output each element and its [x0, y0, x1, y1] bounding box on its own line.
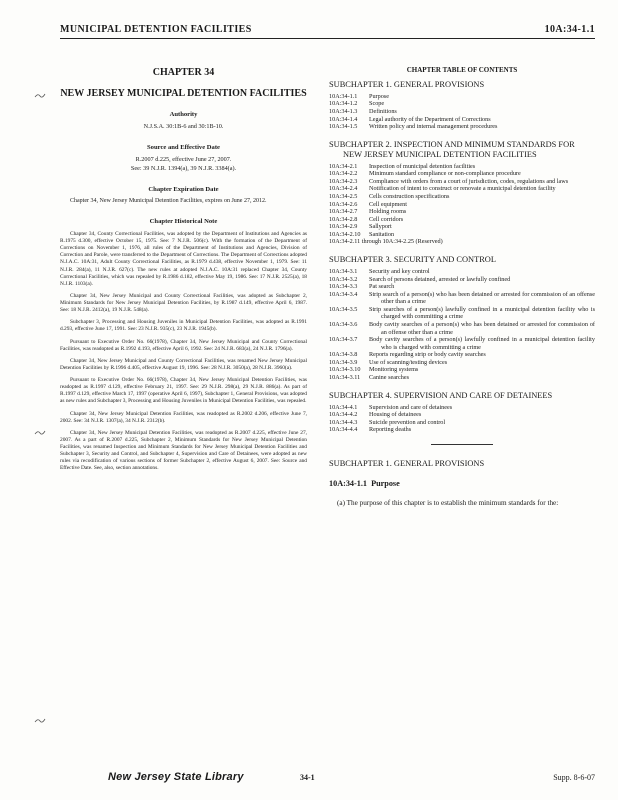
toc-item-number: 10A:34-3.9: [329, 358, 358, 366]
history-paragraph: Pursuant to Executive Order No. 66(1978), Chapter 34, New Jersey Municipal Detention Facilities, was readopted as R.1997 d.129, effective February 21, 1997. See: 29 N.J.R. 298(a), 29 N.J.R. 886(a). As part of R.1997 d.129, effective March 17, 1997 (operative April 6, 1997), Subchapter 1, General Provisions, was adopted as new rules and Subchapter 3, Processing and Housing Juveniles in Municipal Detention Facilities, was repealed.: [60, 377, 307, 405]
toc-item-title: Reports regarding strip or body cavity searches: [369, 351, 486, 359]
toc-item-number: 10A:34-3.8: [329, 351, 358, 359]
toc-item-title: Definitions: [369, 107, 397, 115]
left-column: [60, 66, 307, 478]
margin-mark: [34, 93, 46, 98]
toc-item[interactable]: [329, 291, 595, 306]
toc-item[interactable]: [329, 268, 595, 276]
running-header: [60, 20, 595, 39]
toc-item-title: Strip searches of a person(s) lawfully confined in a municipal detention facility who is charged with committing a crime: [369, 305, 595, 321]
toc-item-number: 10A:34-2.5: [329, 193, 358, 201]
toc-item-number: 10A:34-1.1: [329, 92, 358, 100]
toc-item-title: Suicide prevention and control: [369, 418, 446, 426]
toc-item-number: 10A:34-3.1: [329, 268, 358, 276]
source-heading: Source and Effective Date: [147, 143, 220, 151]
toc-item-title: Cell corridors: [369, 215, 404, 223]
toc-subchapter-2-heading: SUBCHAPTER 2. INSPECTION AND MINIMUM STANDARDS FOR NEW JERSEY MUNICIPAL DETENTION FACILITIES: [329, 139, 575, 159]
history-paragraph: Chapter 34, New Jersey Municipal Detention Facilities, was readopted as R.2007 d.225, effective June 27, 2007. As a part of R.2007 d.225, Subchapter 2, Minimum Standards for New Jersey Municipal Detention Facilities, was renamed Inspection and Minimum Standards for New Jersey Municipal Detention Facilities and Subchapter 3, Security and Control, and Subchapter 4, Supervision and Care of Detainees, were adopted as new rules via recodification of various sections of former Subchapter 2, effective August 6, 2007. See: Source and Effective Date. See, also, section annotations.: [60, 429, 307, 472]
margin-mark: [34, 718, 46, 723]
toc-item-number: 10A:34-1.4: [329, 115, 358, 123]
history-paragraph: Chapter 34, County Correctional Facilities, was adopted by the Department of Institutions and Agencies as R.1975 d.300, effective October 15, 1975. See: 7 N.J.R. 506(c). With the formation of the Department of Corrections on November 1, 1976, all rules of the Department of Institutions and Agencies, Division of Correction and Parole, were transferred to the Department of Corrections. The Department of Corrections adopted N.J.A.C. 10A:31, Adult County Correctional Facilities, as R.1979 d.438, effective November 1, 1979. See: 11 N.J.R. 284(a), 11 N.J.R. 627(c). The new rules at adopted N.J.A.C. 10A:31 replaced Chapter 34, County Correctional Facilities, which was repealed by R.1986 d.182, effective May 19, 1986. See: 17 N.J.R. 2525(a), 18 N.J.R. 1103(a).: [60, 230, 307, 287]
toc-item-number: 10A:34-3.4: [329, 290, 358, 298]
toc-item[interactable]: [329, 411, 595, 419]
toc-item-title: Cell equipment: [369, 200, 407, 208]
toc-item[interactable]: [329, 108, 595, 116]
authority-text: N.J.S.A. 30:1B-6 and 30:1B-10.: [143, 123, 224, 131]
toc-item-title: Scope: [369, 100, 385, 108]
history-paragraph: Subchapter 3, Processing and Housing Juveniles in Municipal Detention Facilities, was adopted as R.1991 d.293, effective June 17, 1991. See: 23 N.J.R. 935(c), 23 N.J.R. 1945(b).: [60, 319, 307, 333]
toc-item-title: Monitoring systems: [369, 366, 419, 374]
toc-item-number: 10A:34-3.6: [329, 321, 358, 328]
chapter-title: NEW JERSEY MUNICIPAL DETENTION FACILITIES: [60, 88, 307, 100]
toc-item[interactable]: [329, 193, 595, 201]
toc-item-number: 10A:34-3.10: [329, 366, 361, 374]
toc-item[interactable]: [329, 216, 595, 224]
supplement-date: Supp. 8-6-07: [553, 773, 595, 782]
toc-item-title: Pat search: [369, 283, 395, 291]
header-section-number: 10A:34-1.1: [544, 24, 595, 35]
toc-item-title: Legal authority of the Department of Corrections: [369, 115, 491, 123]
chapter-number: CHAPTER 34: [152, 67, 215, 78]
toc-item-title: Strip search of a person(s) who has been detained or arrested for commission of an offense other than a crime: [369, 290, 595, 306]
toc-item-title: Sallyport: [369, 223, 392, 231]
toc-item-title: Purpose: [369, 92, 389, 100]
history-paragraph: Chapter 34, New Jersey Municipal and County Correctional Facilities, was renamed New Jersey Municipal Detention Facilities by R.1996 d.405, effective August 19, 1996. See: 28 N.J.R. 3050(a), 28 N.J.R. 3960(a).: [60, 357, 307, 371]
toc-item[interactable]: [329, 404, 595, 412]
history-paragraph: Chapter 34, New Jersey Municipal and County Correctional Facilities, was adopted as Subchapter 2, Minimum Standards for New Jersey Municipal Detention Facilities, by R.1987 d.149, effective April 6, 1987. See: 18 N.J.R. 2412(a), 19 N.J.R. 548(a).: [60, 292, 307, 314]
toc-item-number: 10A:34-2.1: [329, 162, 358, 170]
toc-item[interactable]: [329, 185, 595, 193]
toc-item-title: Reporting deaths: [369, 426, 412, 434]
authority-heading: Authority: [169, 110, 198, 118]
toc-item-number: 10A:34-1.5: [329, 123, 358, 131]
toc-item-title: Housing of detainees: [369, 411, 422, 419]
toc-item-number: 10A:34-2.6: [329, 200, 358, 208]
toc-item-title: Supervision and care of detainees: [369, 403, 453, 411]
toc-item-number: 10A:34-4.2: [329, 411, 358, 419]
toc-item-number: 10A:34-2.8: [329, 215, 358, 223]
toc-item[interactable]: [329, 374, 595, 382]
toc-item-number: 10A:34-2.3: [329, 177, 358, 185]
toc-item[interactable]: [329, 223, 595, 231]
header-title: MUNICIPAL DETENTION FACILITIES: [60, 24, 252, 35]
toc-item-title: Minimum standard compliance or non-compliance procedure: [369, 170, 521, 178]
toc-item-number: 10A:34-3.2: [329, 275, 358, 283]
toc-subchapter-1-heading: SUBCHAPTER 1. GENERAL PROVISIONS: [329, 79, 485, 89]
toc-item-title: Body cavity searches of a person(s) who has been detained or arrested for commission of an offense other than a crime: [369, 321, 595, 336]
toc-item[interactable]: [329, 366, 595, 374]
toc-item[interactable]: [329, 231, 595, 239]
toc-item-number: 10A:34-4.1: [329, 403, 358, 411]
toc-item-number: 10A:34-4.3: [329, 418, 358, 426]
toc-item[interactable]: [329, 208, 595, 216]
section-text: (a) The purpose of this chapter is to establish the minimum standards for the:: [337, 498, 559, 507]
history-heading: Chapter Historical Note: [149, 218, 218, 226]
toc-item[interactable]: [329, 359, 595, 367]
history-paragraph: Pursuant to Executive Order No. 66(1978), Chapter 34, New Jersey Municipal and County Correctional Facilities, was readopted as R.1992 d.193, effective April 6, 1992. See: 24 N.J.R. 683(a), 24 N.J.R. 1796(a).: [60, 338, 307, 352]
toc-subchapter-3-heading: SUBCHAPTER 3. SECURITY AND CONTROL: [329, 254, 496, 264]
toc-item-number: 10A:34-2.4: [329, 185, 358, 193]
toc-item-number: 10A:34-2.10: [329, 230, 361, 238]
toc-item[interactable]: [329, 163, 595, 171]
toc-item-title: Sanitation: [369, 230, 395, 238]
toc-item-number: 10A:34-3.11: [329, 373, 361, 381]
section-divider: [431, 444, 493, 445]
toc-item-title: Compliance with orders from a court of jurisdiction, codes, regulations and laws: [369, 177, 569, 185]
subchapter-1-heading: SUBCHAPTER 1. GENERAL PROVISIONS: [329, 458, 485, 468]
section-heading: [329, 479, 595, 489]
toc-item[interactable]: [329, 201, 595, 209]
toc-item[interactable]: [329, 123, 595, 131]
toc-item[interactable]: [329, 351, 595, 359]
expiration-heading: Chapter Expiration Date: [148, 185, 219, 193]
library-watermark: New Jersey State Library: [108, 771, 244, 783]
toc-item-title: Search of persons detained, arrested or lawfully confined: [369, 275, 511, 283]
source-line: R.2007 d.225, effective June 27, 2007.: [135, 156, 232, 164]
toc-item-number: 10A:34-1.2: [329, 100, 358, 108]
toc-item-title: Body cavity searches of a person(s) lawfully confined in a municipal detention facility who is charged with committing a crime: [369, 336, 595, 351]
toc-item-number: 10A:34-3.5: [329, 305, 358, 313]
toc-item[interactable]: [329, 116, 595, 124]
toc-item[interactable]: [329, 100, 595, 108]
toc-item[interactable]: [329, 283, 595, 291]
expiration-text: Chapter 34, New Jersey Municipal Detention Facilities, expires on June 27, 2012.: [70, 198, 267, 205]
toc-item[interactable]: [329, 419, 595, 427]
toc-item[interactable]: [329, 276, 595, 284]
toc-item-title: Use of scanning/testing devices: [369, 358, 448, 366]
toc-item-reserved[interactable]: 10A:34-2.11 through 10A:34-2.25 (Reserved): [329, 238, 443, 246]
section-number: 10A:34-1.1: [329, 479, 367, 489]
toc-item-number: 10A:34-2.7: [329, 208, 358, 216]
toc-item-number: 10A:34-4.4: [329, 426, 358, 434]
toc-item-title: Written policy and internal management procedures: [369, 123, 498, 131]
toc-item-number: 10A:34-3.3: [329, 283, 358, 291]
toc-item[interactable]: [329, 426, 595, 434]
source-line: See: 39 N.J.R. 1394(a), 39 N.J.R. 3384(a).: [130, 165, 237, 173]
toc-item-number: 10A:34-2.2: [329, 170, 358, 178]
toc-item-title: Holding rooms: [369, 208, 407, 216]
right-column: [329, 66, 595, 508]
toc-item-title: Canine searches: [369, 373, 410, 381]
toc-item-title: Cells construction specifications: [369, 193, 450, 201]
toc-item[interactable]: [329, 306, 595, 321]
section-title: Purpose: [371, 479, 400, 489]
toc-item-title: Notification of intent to construct or renovate a municipal detention facility: [369, 185, 556, 193]
toc-item-number: 10A:34-3.7: [329, 336, 358, 344]
history-paragraph: Chapter 34, New Jersey Municipal Detention Facilities, was readopted as R.2002 d.206, effective June 7, 2002. See: 34 N.J.R. 1307(a), 34 N.J.R. 2312(b).: [60, 410, 307, 424]
toc-subchapter-4-heading: SUBCHAPTER 4. SUPERVISION AND CARE OF DETAINEES: [329, 390, 553, 400]
toc-item-title: Security and key control: [369, 268, 430, 276]
toc-item[interactable]: [329, 321, 595, 336]
toc-item[interactable]: [329, 178, 595, 186]
toc-item[interactable]: [329, 336, 595, 351]
source-text: [60, 156, 307, 173]
page-number: 34-1: [300, 773, 315, 782]
toc-item-number: 10A:34-1.3: [329, 107, 358, 115]
toc-item-title: Inspection of municipal detention facilities: [369, 162, 476, 170]
toc-item[interactable]: [329, 170, 595, 178]
toc-item-number: 10A:34-2.9: [329, 223, 358, 231]
toc-title: CHAPTER TABLE OF CONTENTS: [406, 66, 518, 74]
toc-item[interactable]: [329, 93, 595, 101]
margin-mark: [34, 430, 46, 435]
